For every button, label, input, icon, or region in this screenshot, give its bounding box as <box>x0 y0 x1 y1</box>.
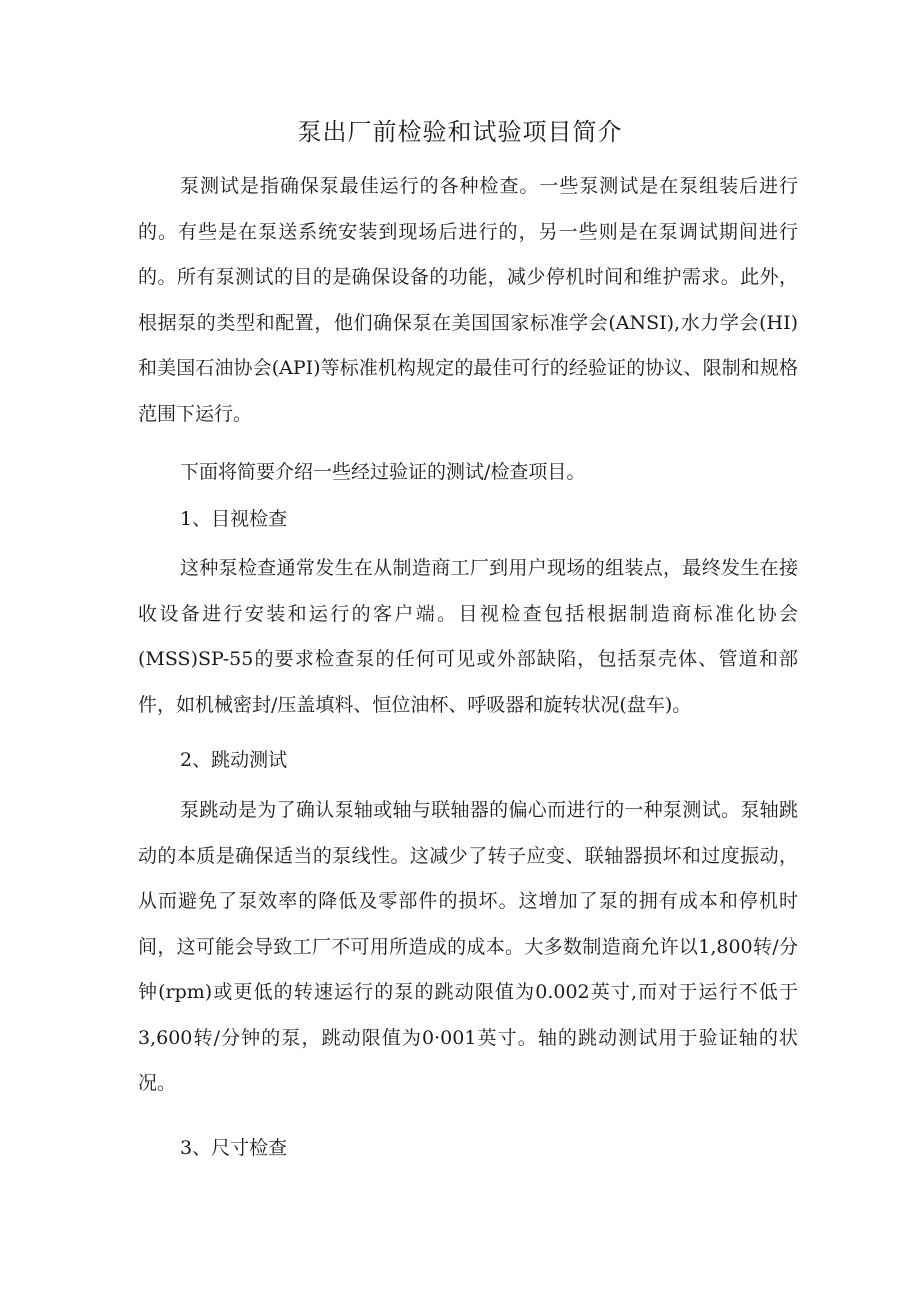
document-title: 泵出厂前检验和试验项目简介 <box>297 118 623 146</box>
section-body-runout-test: 泵跳动是为了确认泵轴或轴与联轴器的偏心而进行的一种泵测试。泵轴跳动的本质是确保适当的泵线性。这减少了转子应变、联轴器损坏和过度振动，从而避免了泵效率的降低及零部件的损坏。这增加了泵的拥有成本和停机时间，这可能会导致工厂不可用所造成的成本。大多数制造商允许以1,800转/分钟(rpm)或更低的转速运行的泵的跳动限值为0.002英寸,而对于运行不低于3,600转/分钟的泵，跳动限值为0·001英寸。轴的跳动测试用于验证轴的状况。 <box>138 799 798 1094</box>
section-heading-dimension-check: 3、尺寸检查 <box>180 1137 288 1159</box>
lead-in-paragraph: 下面将简要介绍一些经过验证的测试/检查项目。 <box>180 461 586 483</box>
section-body-visual-inspection: 这种泵检查通常发生在从制造商工厂到用户现场的组装点，最终发生在接收设备进行安装和运行的客户端。目视检查包括根据制造商标准化协会(MSS)SP-55的要求检查泵的任何可见或外部缺陷，包括泵壳体、管道和部件，如机械密封/压盖填料、恒位油杯、呼吸器和旋转状况(盘车)。 <box>138 557 798 716</box>
section-heading-runout-test: 2、跳动测试 <box>180 749 288 771</box>
section-heading-visual-inspection: 1、目视检查 <box>180 508 288 530</box>
intro-paragraph: 泵测试是指确保泵最佳运行的各种检查。一些泵测试是在泵组装后进行的。有些是在泵送系统安装到现场后进行的，另一些则是在泵调试期间进行的。所有泵测试的目的是确保设备的功能，减少停机时间和维护需求。此外，根据泵的类型和配置，他们确保泵在美国国家标准学会(ANSI),水力学会(HI)和美国石油协会(API)等标准机构规定的最佳可行的经验证的协议、限制和规格范围下运行。 <box>138 175 798 425</box>
